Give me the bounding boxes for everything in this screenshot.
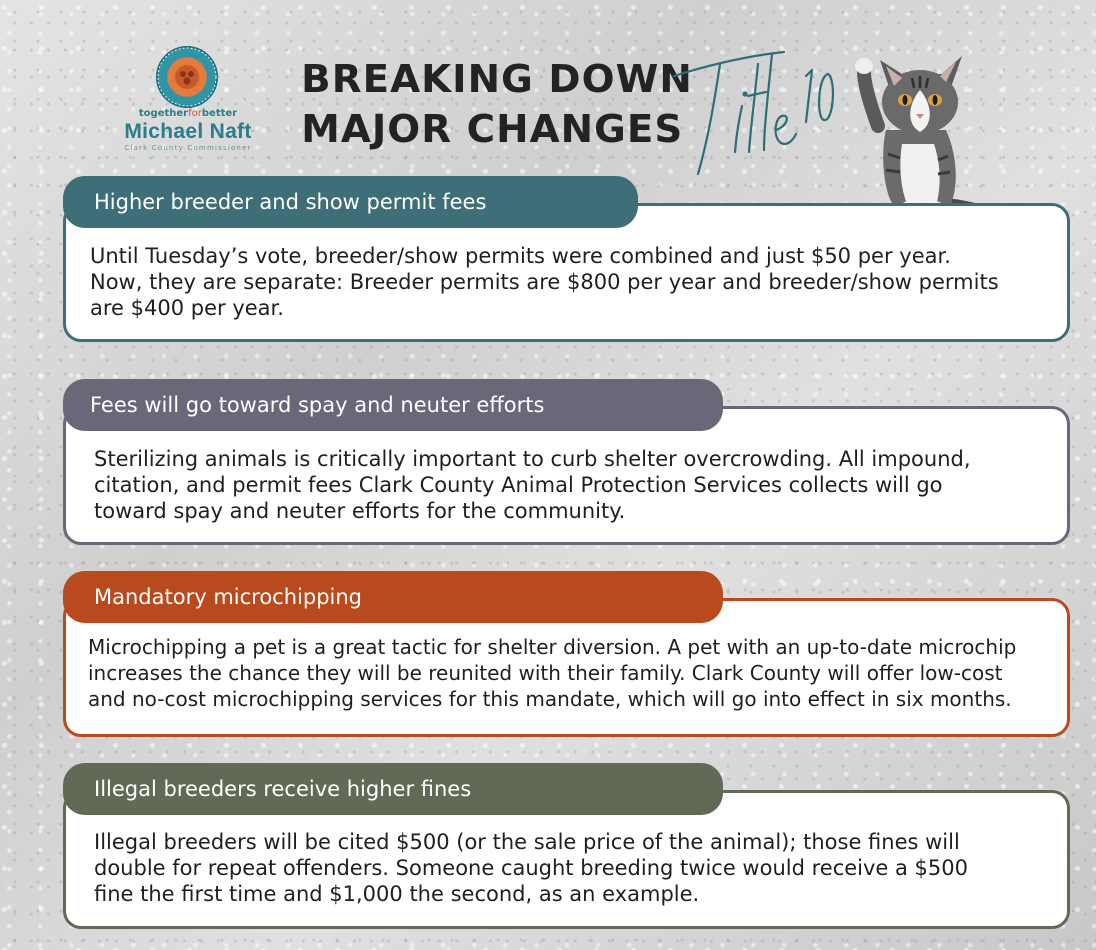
logo-subtitle: Clark County Commissioner bbox=[124, 144, 252, 152]
kitten-illustration bbox=[850, 34, 990, 224]
logo-name: Michael Naft bbox=[124, 120, 252, 143]
page-title-line-2: MAJOR CHANGES bbox=[301, 107, 684, 151]
section-tab-illegal-breeders: Illegal breeders receive higher fines bbox=[63, 763, 723, 815]
clark-county-seal-icon bbox=[156, 46, 218, 108]
section-body-spay-neuter: Sterilizing animals is critically important to curb shelter overcrowding. All impound, citation, and permit fees Clark County Animal Protection Services collects will go toward spay and neuter efforts for the community. bbox=[94, 447, 971, 523]
logo-tagline: togetherforbetter bbox=[138, 108, 238, 119]
section-tab-permit-fees: Higher breeder and show permit fees bbox=[63, 176, 638, 228]
section-tab-microchipping: Mandatory microchipping bbox=[63, 571, 723, 623]
page-title-line-1: BREAKING DOWN bbox=[301, 57, 693, 101]
section-body-illegal-breeders: Illegal breeders will be cited $500 (or the sale price of the animal); those fines will double for repeat offenders. Someone caught breeding twice would receive a $500 fine the first time and $1,000 the second, as an example. bbox=[94, 830, 969, 906]
script-title-logo bbox=[672, 34, 842, 184]
section-body-microchipping: Microchipping a pet is a great tactic for shelter diversion. A pet with an up-to-date microchip increases the chance they will be reunited with their family. Clark County will offer low-cost and no-cost microchipping services for this mandate, which will go into effect in six months. bbox=[88, 635, 1017, 711]
section-tab-spay-neuter: Fees will go toward spay and neuter efforts bbox=[63, 379, 723, 431]
commissioner-logo bbox=[112, 46, 264, 158]
section-body-permit-fees: Until Tuesday’s vote, breeder/show permits were combined and just $50 per year. Now, they are separate: Breeder permits are $800 per year and breeder/show permits are $400 per year. bbox=[90, 244, 999, 320]
